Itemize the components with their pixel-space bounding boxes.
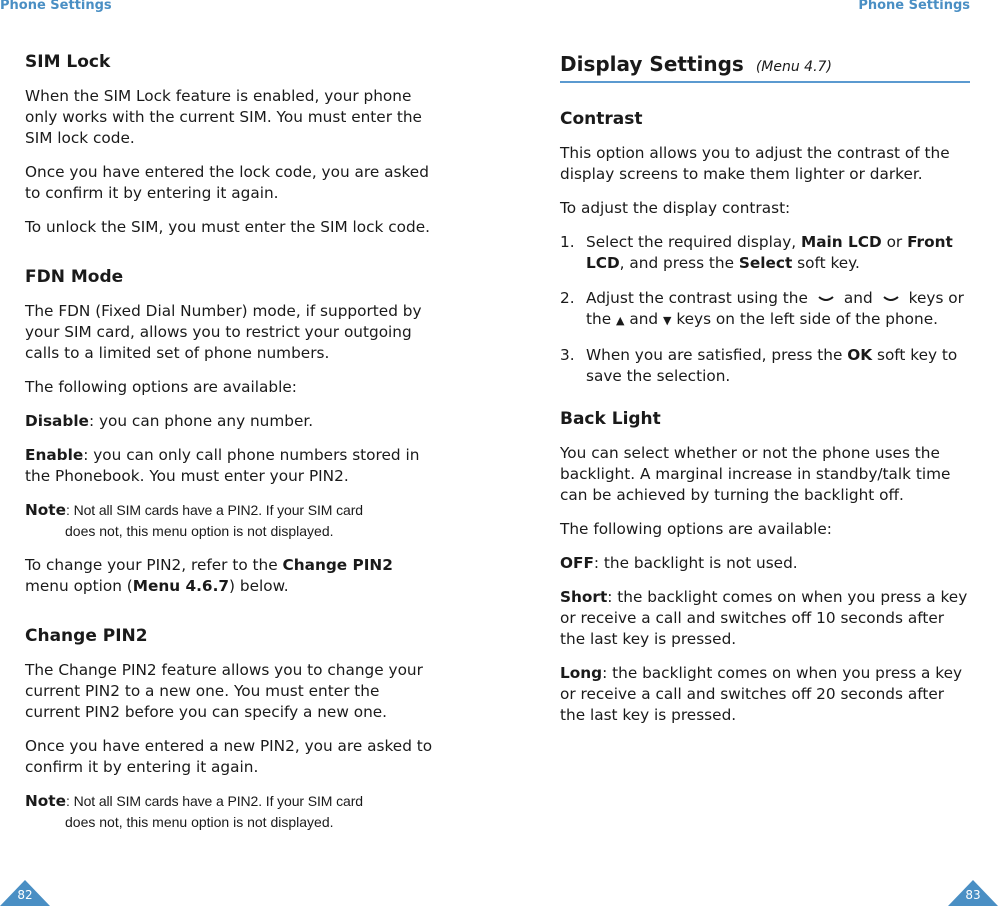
contrast-steps <box>560 232 970 387</box>
page-number-tab <box>0 876 50 906</box>
change-ref-bold: Change PIN2 <box>282 556 393 574</box>
sim-lock-p2: Once you have entered the lock code, you are asked to confirm it by entering it again. <box>25 163 429 202</box>
step3-text-a: When you are satisfied, press the <box>586 346 848 364</box>
step-2 <box>560 288 970 331</box>
left-softkey-icon <box>818 295 834 303</box>
off-option <box>560 553 970 574</box>
right-softkey-icon <box>883 295 899 303</box>
page-number: 82 <box>17 888 33 902</box>
step1-text-a: Select the required display, <box>586 233 802 251</box>
page-number-tab <box>948 876 998 906</box>
short-option <box>560 587 970 650</box>
off-text: : the backlight is not used. <box>593 554 798 572</box>
down-arrow-icon: ▼ <box>662 314 672 327</box>
fdn-change-ref <box>25 555 435 597</box>
step2-text-a: Adjust the contrast using the <box>586 289 808 307</box>
enable-text: : you can only call phone numbers stored in the Phonebook. You must enter your PIN2. <box>25 446 420 485</box>
short-label: Short <box>560 588 608 606</box>
sim-lock-p1: When the SIM Lock feature is enabled, your phone only works with the current SIM. You must enter the SIM lock code. <box>25 87 422 147</box>
step-number: 1. <box>560 233 575 251</box>
step2-text-d: and <box>629 310 659 328</box>
note-line1: : Not all SIM cards have a PIN2. If your SIM card <box>66 502 363 518</box>
up-arrow-icon: ▲ <box>615 314 625 327</box>
disable-text: : you can phone any number. <box>88 412 314 430</box>
fdn-enable-option <box>25 445 435 487</box>
contrast-p1: This option allows you to adjust the contrast of the display screens to make them lighter or darker. <box>560 144 950 183</box>
fdn-p2: The following options are available: <box>25 378 297 396</box>
running-head: Phone Settings <box>858 0 970 13</box>
step1-text-g: soft key. <box>792 254 860 272</box>
change-ref-pre: To change your PIN2, refer to the <box>25 556 283 574</box>
step1-text-e: , and press the <box>619 254 739 272</box>
note-line1: : Not all SIM cards have a PIN2. If your SIM card <box>66 793 363 809</box>
right-page <box>499 0 998 906</box>
change-pin2-p2: Once you have entered a new PIN2, you are asked to confirm it by entering it again. <box>25 737 433 776</box>
left-column <box>25 52 435 846</box>
front-lcd-label: Front LCD <box>586 233 953 272</box>
contrast-p2: To adjust the display contrast: <box>560 199 791 217</box>
step-number: 2. <box>560 289 575 307</box>
enable-label: Enable <box>25 446 84 464</box>
note-label: Note <box>25 501 66 519</box>
page-title: Display Settings <box>560 52 744 76</box>
fdn-disable-option <box>25 411 435 432</box>
change-pin2-note <box>25 791 435 833</box>
ok-label: OK <box>847 346 873 364</box>
disable-label: Disable <box>25 412 89 430</box>
sim-lock-heading: SIM Lock <box>25 52 111 72</box>
change-ref-menu: Menu 4.6.7 <box>132 577 230 595</box>
right-column <box>560 52 970 739</box>
step-3 <box>560 345 970 387</box>
change-pin2-heading: Change PIN2 <box>25 626 148 646</box>
change-ref-mid: menu option ( <box>25 577 133 595</box>
step3-text-c: soft key to save the selection. <box>586 346 958 385</box>
long-text: : the backlight comes on when you press a key or receive a call and switches off 20 seconds after the last key is pressed. <box>560 664 963 724</box>
short-text: : the backlight comes on when you press a key or receive a call and switches off 10 seconds after the last key is pressed. <box>560 588 968 648</box>
menu-ref: (Menu 4.7) <box>755 59 832 75</box>
step2-text-b: and <box>843 289 873 307</box>
step-1 <box>560 232 970 274</box>
sim-lock-p3: To unlock the SIM, you must enter the SIM lock code. <box>25 218 431 236</box>
note-line2: does not, this menu option is not displayed. <box>65 523 334 539</box>
change-pin2-p1: The Change PIN2 feature allows you to change your current PIN2 to a new one. You must enter the current PIN2 before you can specify a new one. <box>25 661 423 721</box>
step-number: 3. <box>560 346 575 364</box>
back-light-p1: You can select whether or not the phone uses the backlight. A marginal increase in standby/talk time can be achieved by turning the backlight off. <box>560 444 951 504</box>
step2-text-e: keys on the left side of the phone. <box>676 310 938 328</box>
note-label: Note <box>25 792 66 810</box>
change-ref-post: ) below. <box>229 577 289 595</box>
main-lcd-label: Main LCD <box>801 233 882 251</box>
long-label: Long <box>560 664 603 682</box>
section-title <box>560 52 970 83</box>
note-line2: does not, this menu option is not displayed. <box>65 814 334 830</box>
off-label: OFF <box>560 554 594 572</box>
fdn-p1: The FDN (Fixed Dial Number) mode, if supported by your SIM card, allows you to restrict your outgoing calls to a limited set of phone numbers. <box>25 302 422 362</box>
back-light-heading: Back Light <box>560 409 661 429</box>
select-label: Select <box>738 254 793 272</box>
step2-text-c: keys or the <box>586 289 964 328</box>
step1-text-c: or <box>881 233 908 251</box>
running-head: Phone Settings <box>0 0 112 13</box>
contrast-heading: Contrast <box>560 109 643 129</box>
fdn-note <box>25 500 435 542</box>
long-option <box>560 663 970 726</box>
page-number: 83 <box>965 888 981 902</box>
back-light-p2: The following options are available: <box>560 520 832 538</box>
fdn-mode-heading: FDN Mode <box>25 267 124 287</box>
